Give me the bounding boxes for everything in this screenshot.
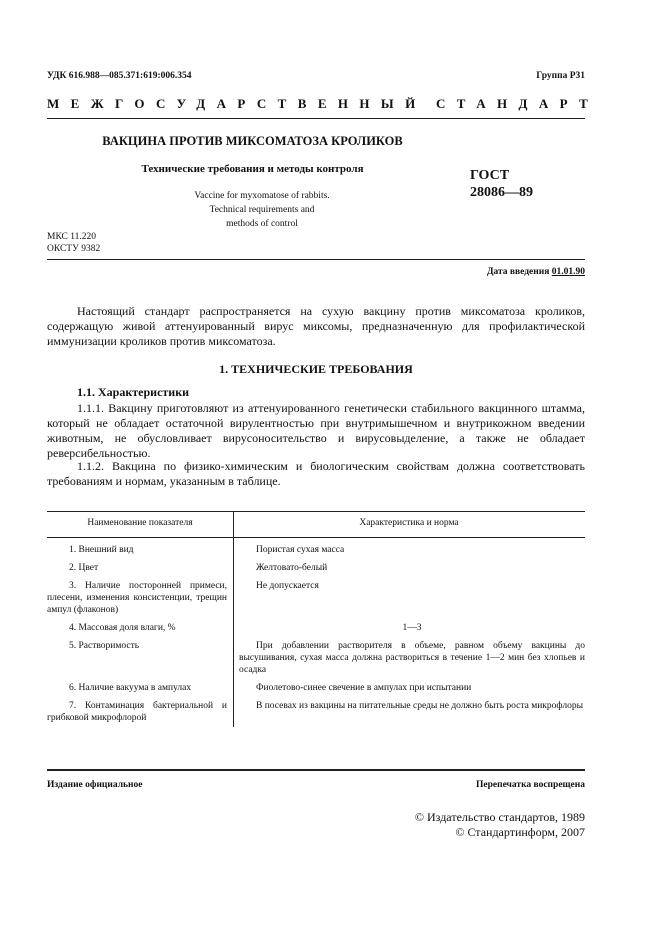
title-rule [47,259,585,260]
table-cell-name: 5. Растворимость [69,641,140,651]
official-edition: Издание официальное [47,780,143,790]
group-code: Группа Р31 [536,71,585,81]
table-header-name: Наименование показателя [87,518,193,528]
paragraph-1-1-1: 1.1.1. Вакцину приготовляют из аттенуированного генетически стабильного вакцинного штамма, который не обладает остаточной вирулентностью при внутримышечном и внутрикожном введении животным, не обусловливает вирусоносительство и вирусовыделение, а также не обладает реверсибельностью. [47,401,585,460]
standard-banner: МЕЖГОСУДАРСТВЕННЫЙ [47,96,427,111]
section-heading: 1. ТЕХНИЧЕСКИЕ ТРЕБОВАНИЯ [219,362,413,376]
table-cell-value: Желтовато-белый [256,563,328,573]
table-cell-name: 7. Контаминация бактериальной и грибковой микрофлорой [47,701,227,723]
standard-banner-2: СТАНДАРТ [436,96,600,111]
classification-codes [47,231,100,255]
table-header-rule [47,537,585,538]
copyright-block [360,810,585,840]
introduction-date-label: Дата введения [486,267,550,277]
intro-paragraph: Настоящий стандарт распространяется на сухую вакцину против миксоматоза кроликов, содержащую живой аттенуированный вирус миксомы, предназначенную для профилактической иммунизации кроликов против миксоматоза. [47,304,585,348]
gost-label: ГОСТ [470,168,510,183]
english-title-line-2: Technical requirements and [209,205,315,215]
reprint-prohibited: Перепечатка воспрещена [475,780,585,790]
table-cell-name: 4. Массовая доля влаги, % [69,623,176,633]
footer-rule [47,769,585,771]
table-top-rule [47,511,585,512]
table-cell-value: При добавлении растворителя в объеме, равном объему вакцины до высушивания, сухая масса должна раствориться в течение 1—2 мин без хлопьев и осадка [239,641,585,675]
header-rule [47,118,585,119]
table-cell-name: 2. Цвет [69,563,99,573]
udc-code: УДК 616.988—085.371:619:006.354 [47,71,192,81]
table-column-divider [233,511,234,727]
subsection-heading: 1.1. Характеристики [77,385,190,399]
gost-number: 28086—89 [470,185,533,200]
table-cell-value: Пористая сухая масса [256,545,345,555]
introduction-date-value: 01.01.90 [551,267,585,277]
table-cell-value: В посевах из вакцины на питательные среды не должно быть роста микрофлоры [256,701,583,711]
table-cell-value: Фиолетово-синее свечение в ампулах при испытании [256,683,472,693]
okstu-code: ОКСТУ 9382 [47,244,101,254]
copyright-line-2: © Стандартинформ, 2007 [455,825,585,839]
english-title-line-1: Vaccine for myxomatose of rabbits. [194,191,330,201]
mks-code: МКС 11.220 [47,232,97,242]
document-subtitle: Технические требования и методы контроля [141,163,364,175]
table-cell-name: 1. Внешний вид [69,545,134,555]
gost-block [470,167,533,201]
table-cell-name: 3. Наличие посторонней примеси, плесени, изменения консистенции, трещин ампул (флаконов) [47,581,227,615]
table-header-value: Характеристика и норма [359,518,459,528]
copyright-line-1: © Издательство стандартов, 1989 [414,810,585,824]
table-cell-value: Не допускается [256,581,319,591]
table-cell-value: 1—3 [402,623,422,633]
document-title: ВАКЦИНА ПРОТИВ МИКСОМАТОЗА КРОЛИКОВ [102,134,403,148]
introduction-date [420,267,585,277]
table-cell-name: 6. Наличие вакуума в ампулах [69,683,192,693]
paragraph-1-1-2: 1.1.2. Вакцина по физико-химическим и биологическим свойствам должна соответствовать требованиям и нормам, указанным в таблице. [47,459,585,488]
english-title-line-3: methods of control [226,219,298,229]
english-title [97,189,427,231]
